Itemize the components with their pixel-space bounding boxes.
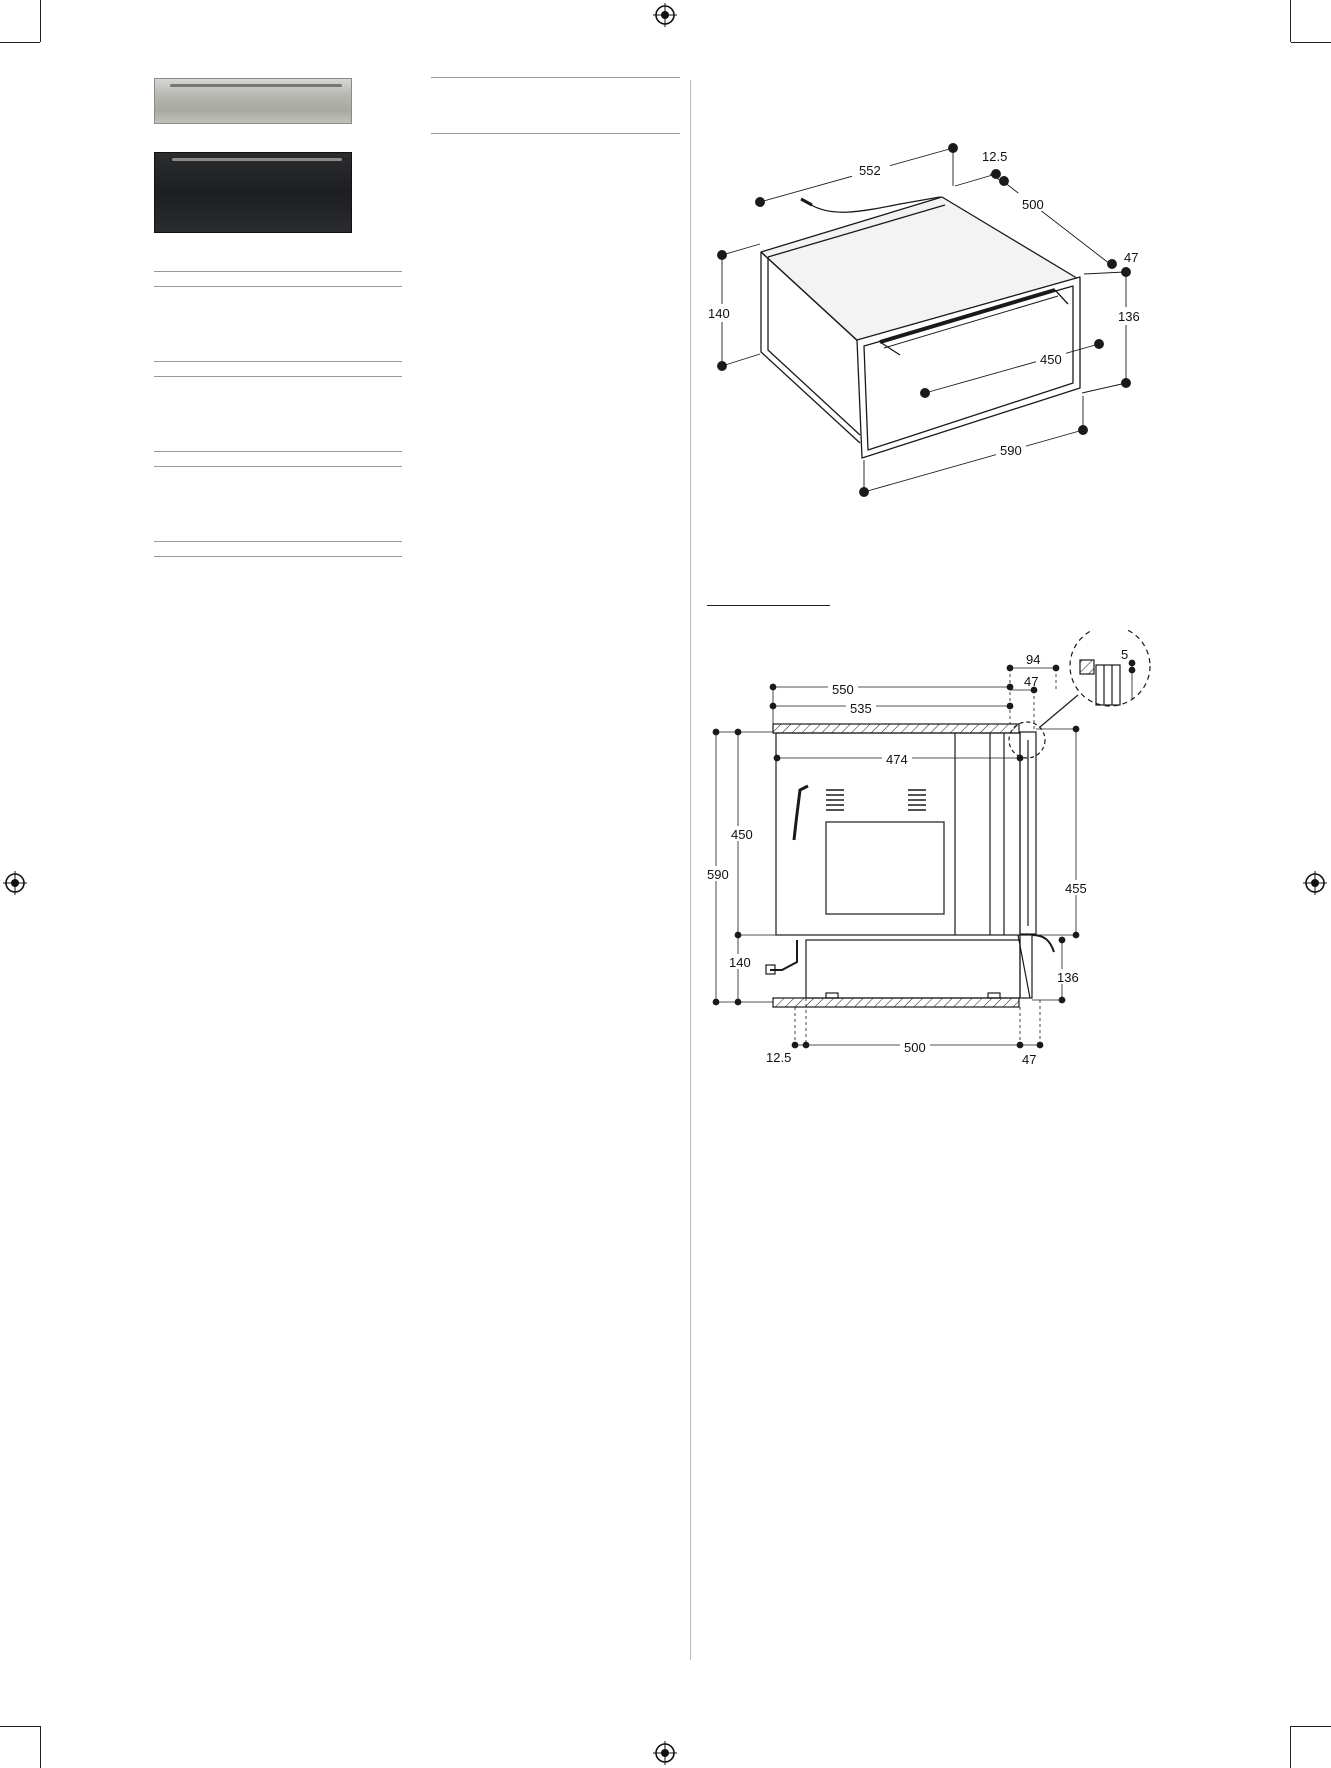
crop-mark-bottom-right-h bbox=[1291, 1726, 1331, 1727]
dim-47-bottom: 47 bbox=[1022, 1052, 1037, 1067]
column-divider bbox=[690, 80, 691, 1660]
crop-mark-top-left-v bbox=[40, 0, 41, 42]
crop-mark-bottom-left-v bbox=[40, 1726, 41, 1768]
dim-450-side: 450 bbox=[731, 827, 753, 842]
dim-590: 590 bbox=[1000, 443, 1022, 458]
rule bbox=[431, 77, 680, 78]
drawer-handle bbox=[172, 158, 342, 161]
side-section-dimension-diagram bbox=[700, 630, 1160, 1070]
dim-12-5-bottom: 12.5 bbox=[766, 1050, 792, 1065]
dim-5-detail: 5 bbox=[1121, 647, 1129, 662]
dim-450: 450 bbox=[1040, 352, 1062, 367]
dim-140-side: 140 bbox=[729, 955, 751, 970]
dim-552: 552 bbox=[859, 163, 881, 178]
dim-474: 474 bbox=[886, 752, 908, 767]
crop-mark-bottom-right-v bbox=[1290, 1726, 1291, 1768]
dim-500-bottom: 500 bbox=[904, 1040, 926, 1055]
drawer-handle bbox=[170, 84, 342, 87]
dim-136-side: 136 bbox=[1057, 970, 1079, 985]
registration-mark-right bbox=[1303, 871, 1327, 895]
dim-500: 500 bbox=[1022, 197, 1044, 212]
crop-mark-top-left-h bbox=[0, 42, 40, 43]
registration-mark-bottom bbox=[653, 1741, 677, 1765]
dim-140: 140 bbox=[708, 306, 730, 321]
rule bbox=[154, 271, 402, 272]
rule bbox=[154, 451, 402, 452]
registration-mark-top bbox=[653, 3, 677, 27]
crop-mark-top-right-h bbox=[1291, 42, 1331, 43]
rule bbox=[154, 376, 402, 377]
isometric-dimension-diagram bbox=[700, 135, 1150, 505]
rule bbox=[431, 133, 680, 134]
registration-mark-left bbox=[3, 871, 27, 895]
product-photo-black bbox=[154, 152, 352, 233]
dim-455: 455 bbox=[1065, 881, 1087, 896]
dim-535: 535 bbox=[850, 701, 872, 716]
crop-mark-bottom-left-h bbox=[0, 1726, 40, 1727]
dim-94: 94 bbox=[1026, 652, 1041, 667]
dim-47: 47 bbox=[1124, 250, 1139, 265]
rule bbox=[154, 466, 402, 467]
dim-12-5: 12.5 bbox=[982, 149, 1008, 164]
dim-550: 550 bbox=[832, 682, 854, 697]
rule bbox=[154, 556, 402, 557]
section-heading-rule bbox=[707, 605, 830, 606]
rule bbox=[154, 286, 402, 287]
dim-136: 136 bbox=[1118, 309, 1140, 324]
rule bbox=[154, 361, 402, 362]
product-photo-stainless bbox=[154, 78, 352, 124]
crop-mark-top-right-v bbox=[1290, 0, 1291, 42]
dim-47-top: 47 bbox=[1024, 674, 1039, 689]
dim-590-side: 590 bbox=[707, 867, 729, 882]
rule bbox=[154, 541, 402, 542]
